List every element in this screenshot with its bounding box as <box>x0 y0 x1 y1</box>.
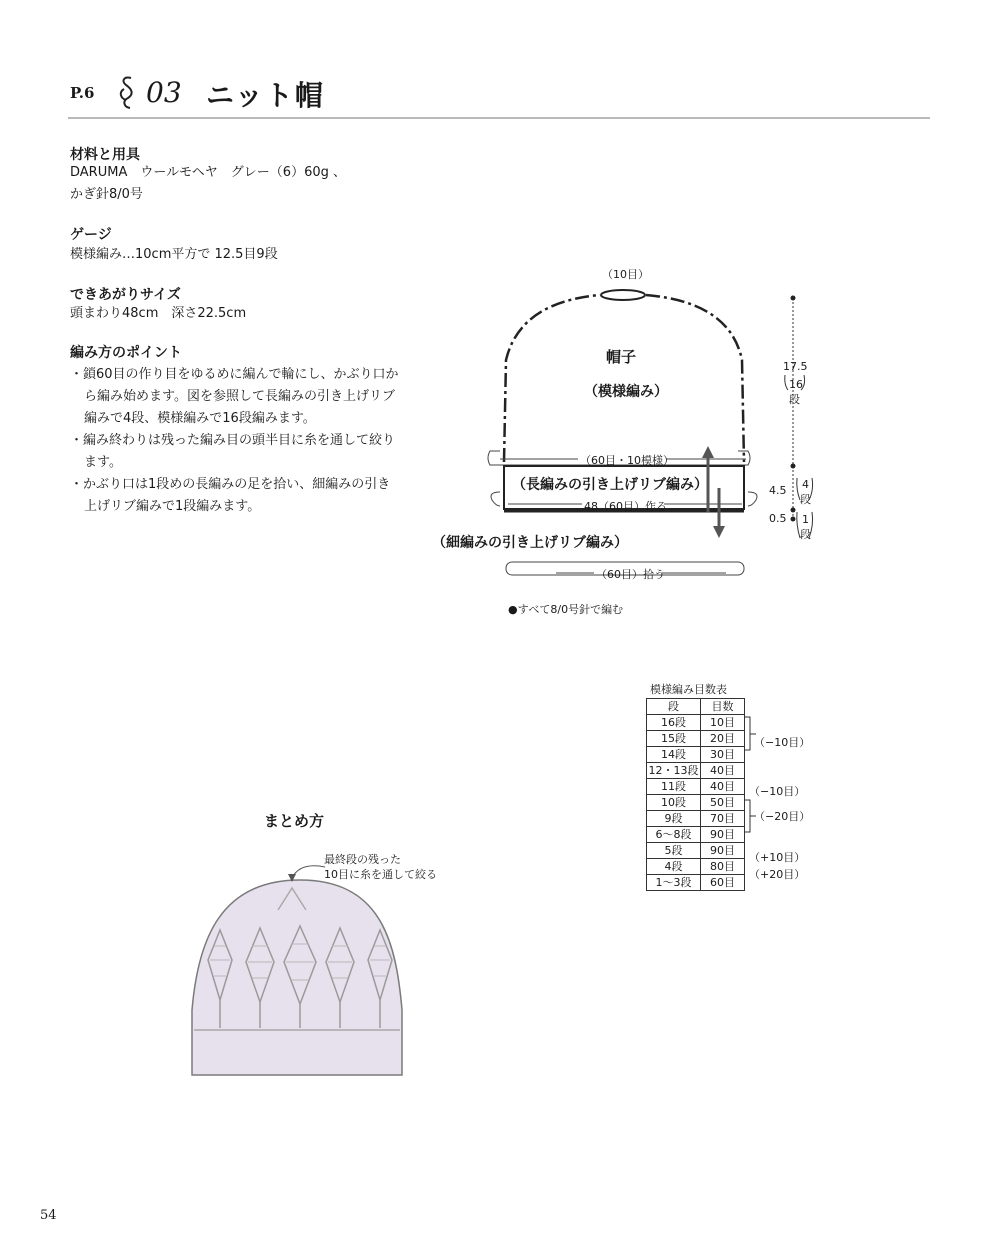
table-cell: 5段 <box>647 843 701 859</box>
materials-line-1: DARUMA ウールモヘヤ グレー（6）60g 、 <box>70 165 347 180</box>
gauge-text: 模様編み…10cm平方で 12.5目9段 <box>70 247 278 262</box>
point-item: ・鎖60目の作り目をゆるめに編んで輪にし、かぶり口から編み始めます。図を参照して長編みの引き上げリブ編みで4段、模様編みで16段編みます。 <box>70 367 399 426</box>
size-heading: できあがりサイズ <box>70 287 181 303</box>
stitch-count-60: （60目・10模様） <box>580 454 674 467</box>
dim-rib-rows: 4 <box>802 478 809 491</box>
body-stitch-label: （模様編み） <box>584 384 668 400</box>
table-note: （−10目） <box>754 736 811 749</box>
table-cell: 20目 <box>701 731 745 747</box>
table-row <box>647 747 745 763</box>
dim-edge-rows: 1 <box>802 513 809 526</box>
table-note: （−20目） <box>754 810 811 823</box>
dim-rib-unit: 段 <box>800 493 811 506</box>
table-cell: 90目 <box>701 843 745 859</box>
dim-body-rows: 16 <box>789 378 803 391</box>
table-cell: 4段 <box>647 859 701 875</box>
assembly-heading: まとめ方 <box>264 812 325 830</box>
dim-edge-cm: 0.5 <box>769 512 787 525</box>
table-cell: 10目 <box>701 715 745 731</box>
header-stitches: 目数 <box>701 699 745 715</box>
materials-heading: 材料と用具 <box>70 147 140 163</box>
top-stitch-count: （10目） <box>602 268 649 281</box>
table-row <box>647 811 745 827</box>
count-table-title: 模様編み目数表 <box>650 683 727 696</box>
assembly-note-line-1: 最終段の残った <box>324 853 401 866</box>
table-cell: 9段 <box>647 811 701 827</box>
materials-line-2: かぎ針8/0号 <box>70 187 143 202</box>
dim-edge-unit: 段 <box>800 528 811 541</box>
page-title: ニット帽 <box>206 79 325 112</box>
chain-label: 48（60目）作る <box>584 500 667 513</box>
body-label: 帽子 <box>606 348 637 366</box>
table-note: （−10目） <box>749 785 806 798</box>
table-cell: 12・13段 <box>648 764 699 777</box>
finished-hat-illustration <box>180 840 420 1085</box>
table-cell: 80目 <box>701 859 745 875</box>
table-cell: 60目 <box>701 875 745 891</box>
page-number: 54 <box>40 1208 57 1223</box>
header-rows: 段 <box>647 699 701 715</box>
dim-rib-cm: 4.5 <box>769 484 787 497</box>
rib-label: （長編みの引き上げリブ編み） <box>512 477 708 493</box>
stitch-count-table <box>646 698 745 891</box>
table-row <box>647 731 745 747</box>
sc-rib-label: （細編みの引き上げリブ編み） <box>432 535 628 551</box>
gauge-heading: ゲージ <box>70 227 112 243</box>
dim-body-cm: 17.5 <box>783 360 808 373</box>
table-cell: 15段 <box>647 731 701 747</box>
table-cell: 11段 <box>647 779 701 795</box>
pattern-number: 03 <box>146 76 182 109</box>
table-row <box>647 827 745 843</box>
table-cell: 50目 <box>701 795 745 811</box>
table-cell: 1〜3段 <box>647 875 701 891</box>
table-cell: 10段 <box>647 795 701 811</box>
table-row <box>647 715 745 731</box>
point-item: ・編み終わりは残った編み目の頭半目に糸を通して絞ります。 <box>70 433 396 470</box>
points-heading: 編み方のポイント <box>70 345 182 361</box>
table-cell: 90目 <box>701 827 745 843</box>
dim-body-unit: 段 <box>789 393 800 406</box>
table-cell: 16段 <box>647 715 701 731</box>
assembly-note-line-2: 10目に糸を通して絞る <box>324 868 437 881</box>
table-note: （+10目） <box>749 851 806 864</box>
table-row <box>647 843 745 859</box>
table-cell: 40目 <box>701 779 745 795</box>
table-cell: 30目 <box>701 747 745 763</box>
table-note: （+20目） <box>749 868 806 881</box>
pickup-label: （60目）拾う <box>596 568 665 581</box>
size-text: 頭まわり48cm 深さ22.5cm <box>70 306 247 321</box>
table-row <box>647 795 745 811</box>
point-item: ・かぶり口は1段めの長編みの足を拾い、細編みの引き上げリブ編みで1段編みます。 <box>70 477 391 514</box>
table-cell: 14段 <box>647 747 701 763</box>
table-row <box>647 779 745 795</box>
needle-note: ●すべて8/0号針で編む <box>508 603 624 616</box>
table-cell: 40目 <box>701 763 745 779</box>
page-reference: P.6 <box>70 84 95 102</box>
table-cell: 70目 <box>701 811 745 827</box>
table-row <box>647 875 745 891</box>
table-cell: 6〜8段 <box>647 827 701 843</box>
table-row <box>647 859 745 875</box>
table-row <box>647 763 745 779</box>
table-header-row <box>647 699 745 715</box>
